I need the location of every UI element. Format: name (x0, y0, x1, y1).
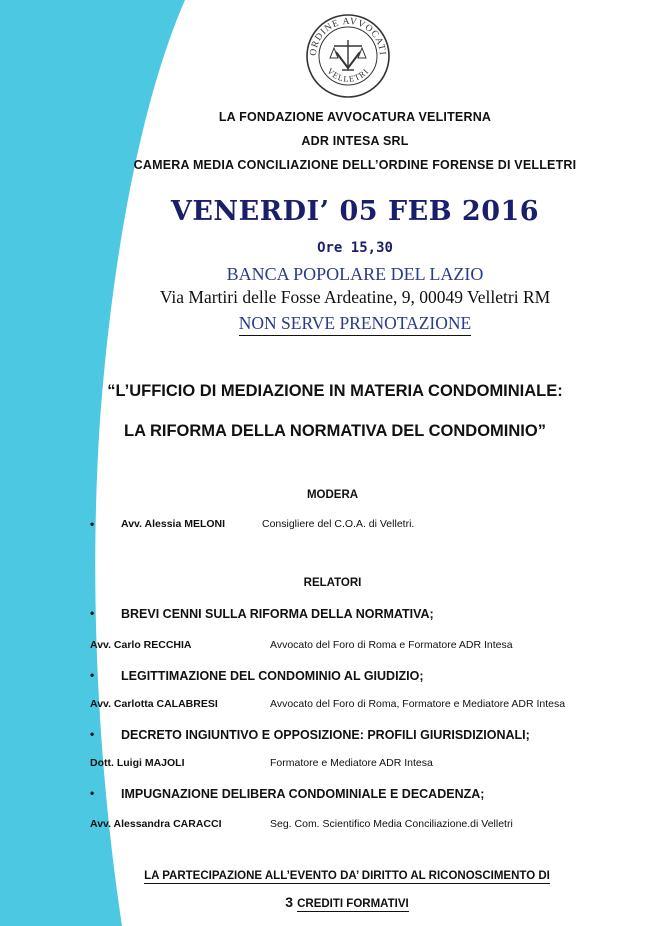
event-address: Via Martiri delle Fosse Ardeatine, 9, 00049 Velletri RM (159, 287, 551, 307)
talk-title: LEGITTIMAZIONE DEL CONDOMINIO AL GIUDIZIO; (121, 669, 424, 683)
logo-text-top: ORDINE AVVOCATI (308, 16, 388, 57)
speaker-role: Formatore e Mediatore ADR Intesa (270, 757, 433, 769)
reservation-text: NON SERVE PRENOTAZIONE (239, 313, 471, 336)
logo-text-bottom: VELLETRI (325, 65, 371, 84)
bullet-icon: • (90, 786, 95, 800)
speaker-role: Avvocato del Foro di Roma, Formatore e Mediatore ADR Intesa (270, 698, 566, 710)
speaker-role: Seg. Com. Scientifico Media Conciliazione.di Velletri (270, 818, 513, 830)
organizer-line-2: ADR INTESA SRL (301, 134, 409, 148)
topic-line-1: “L’UFFICIO DI MEDIAZIONE IN MATERIA CONDOMINIALE: (107, 382, 563, 400)
credits-line-text: LA PARTECIPAZIONE ALL’EVENTO DA’ DIRITTO AL RICONOSCIMENTO DI (144, 870, 550, 882)
moderator-heading: MODERA (306, 489, 359, 501)
organizer-line-1: LA FONDAZIONE AVVOCATURA VELITERNA (218, 110, 492, 124)
event-time: Ore 15,30 (317, 240, 393, 256)
moderator-role: Consigliere del C.O.A. di Velletri. (262, 518, 415, 530)
scales-of-justice-seal-icon (304, 12, 392, 100)
speaker-name: Avv. Carlotta CALABRESI (90, 698, 218, 710)
bullet-icon: • (90, 668, 95, 682)
credits-statement (0, 870, 647, 884)
event-date: VENERDI’ 05 FEB 2016 (170, 196, 540, 227)
talk-title: DECRETO INGIUNTIVO E OPPOSIZIONE: PROFILI GIURISDIZIONALI; (121, 728, 530, 742)
bullet-icon: • (90, 606, 95, 620)
speaker-name: Avv. Carlo RECCHIA (90, 639, 192, 651)
bullet-icon: • (90, 727, 95, 741)
topic-line-2: LA RIFORMA DELLA NORMATIVA DEL CONDOMINIO” (124, 422, 546, 440)
speaker-name: Avv. Alessandra CARACCI (90, 818, 222, 830)
speaker-role: Avvocato del Foro di Roma e Formatore ADR Intesa (270, 639, 513, 651)
talk-title: IMPUGNAZIONE DELIBERA CONDOMINIALE E DECADENZA; (121, 787, 485, 801)
talk-title: BREVI CENNI SULLA RIFORMA DELLA NORMATIVA; (121, 607, 434, 621)
speakers-heading: RELATORI (303, 577, 362, 589)
organizer-line-3: CAMERA MEDIA CONCILIAZIONE DELL’ORDINE FORENSE DI VELLETRI (133, 158, 577, 172)
credits-count-line (0, 894, 647, 912)
moderator-name: Avv. Alessia MELONI (121, 518, 226, 530)
event-venue: BANCA POPOLARE DEL LAZIO (226, 264, 484, 284)
speaker-name: Dott. Luigi MAJOLI (90, 757, 185, 769)
credits-label: CREDITI FORMATIVI (297, 898, 409, 910)
reservation-note (0, 313, 647, 336)
bullet-icon: • (90, 517, 95, 531)
credits-count: 3 (285, 894, 294, 910)
